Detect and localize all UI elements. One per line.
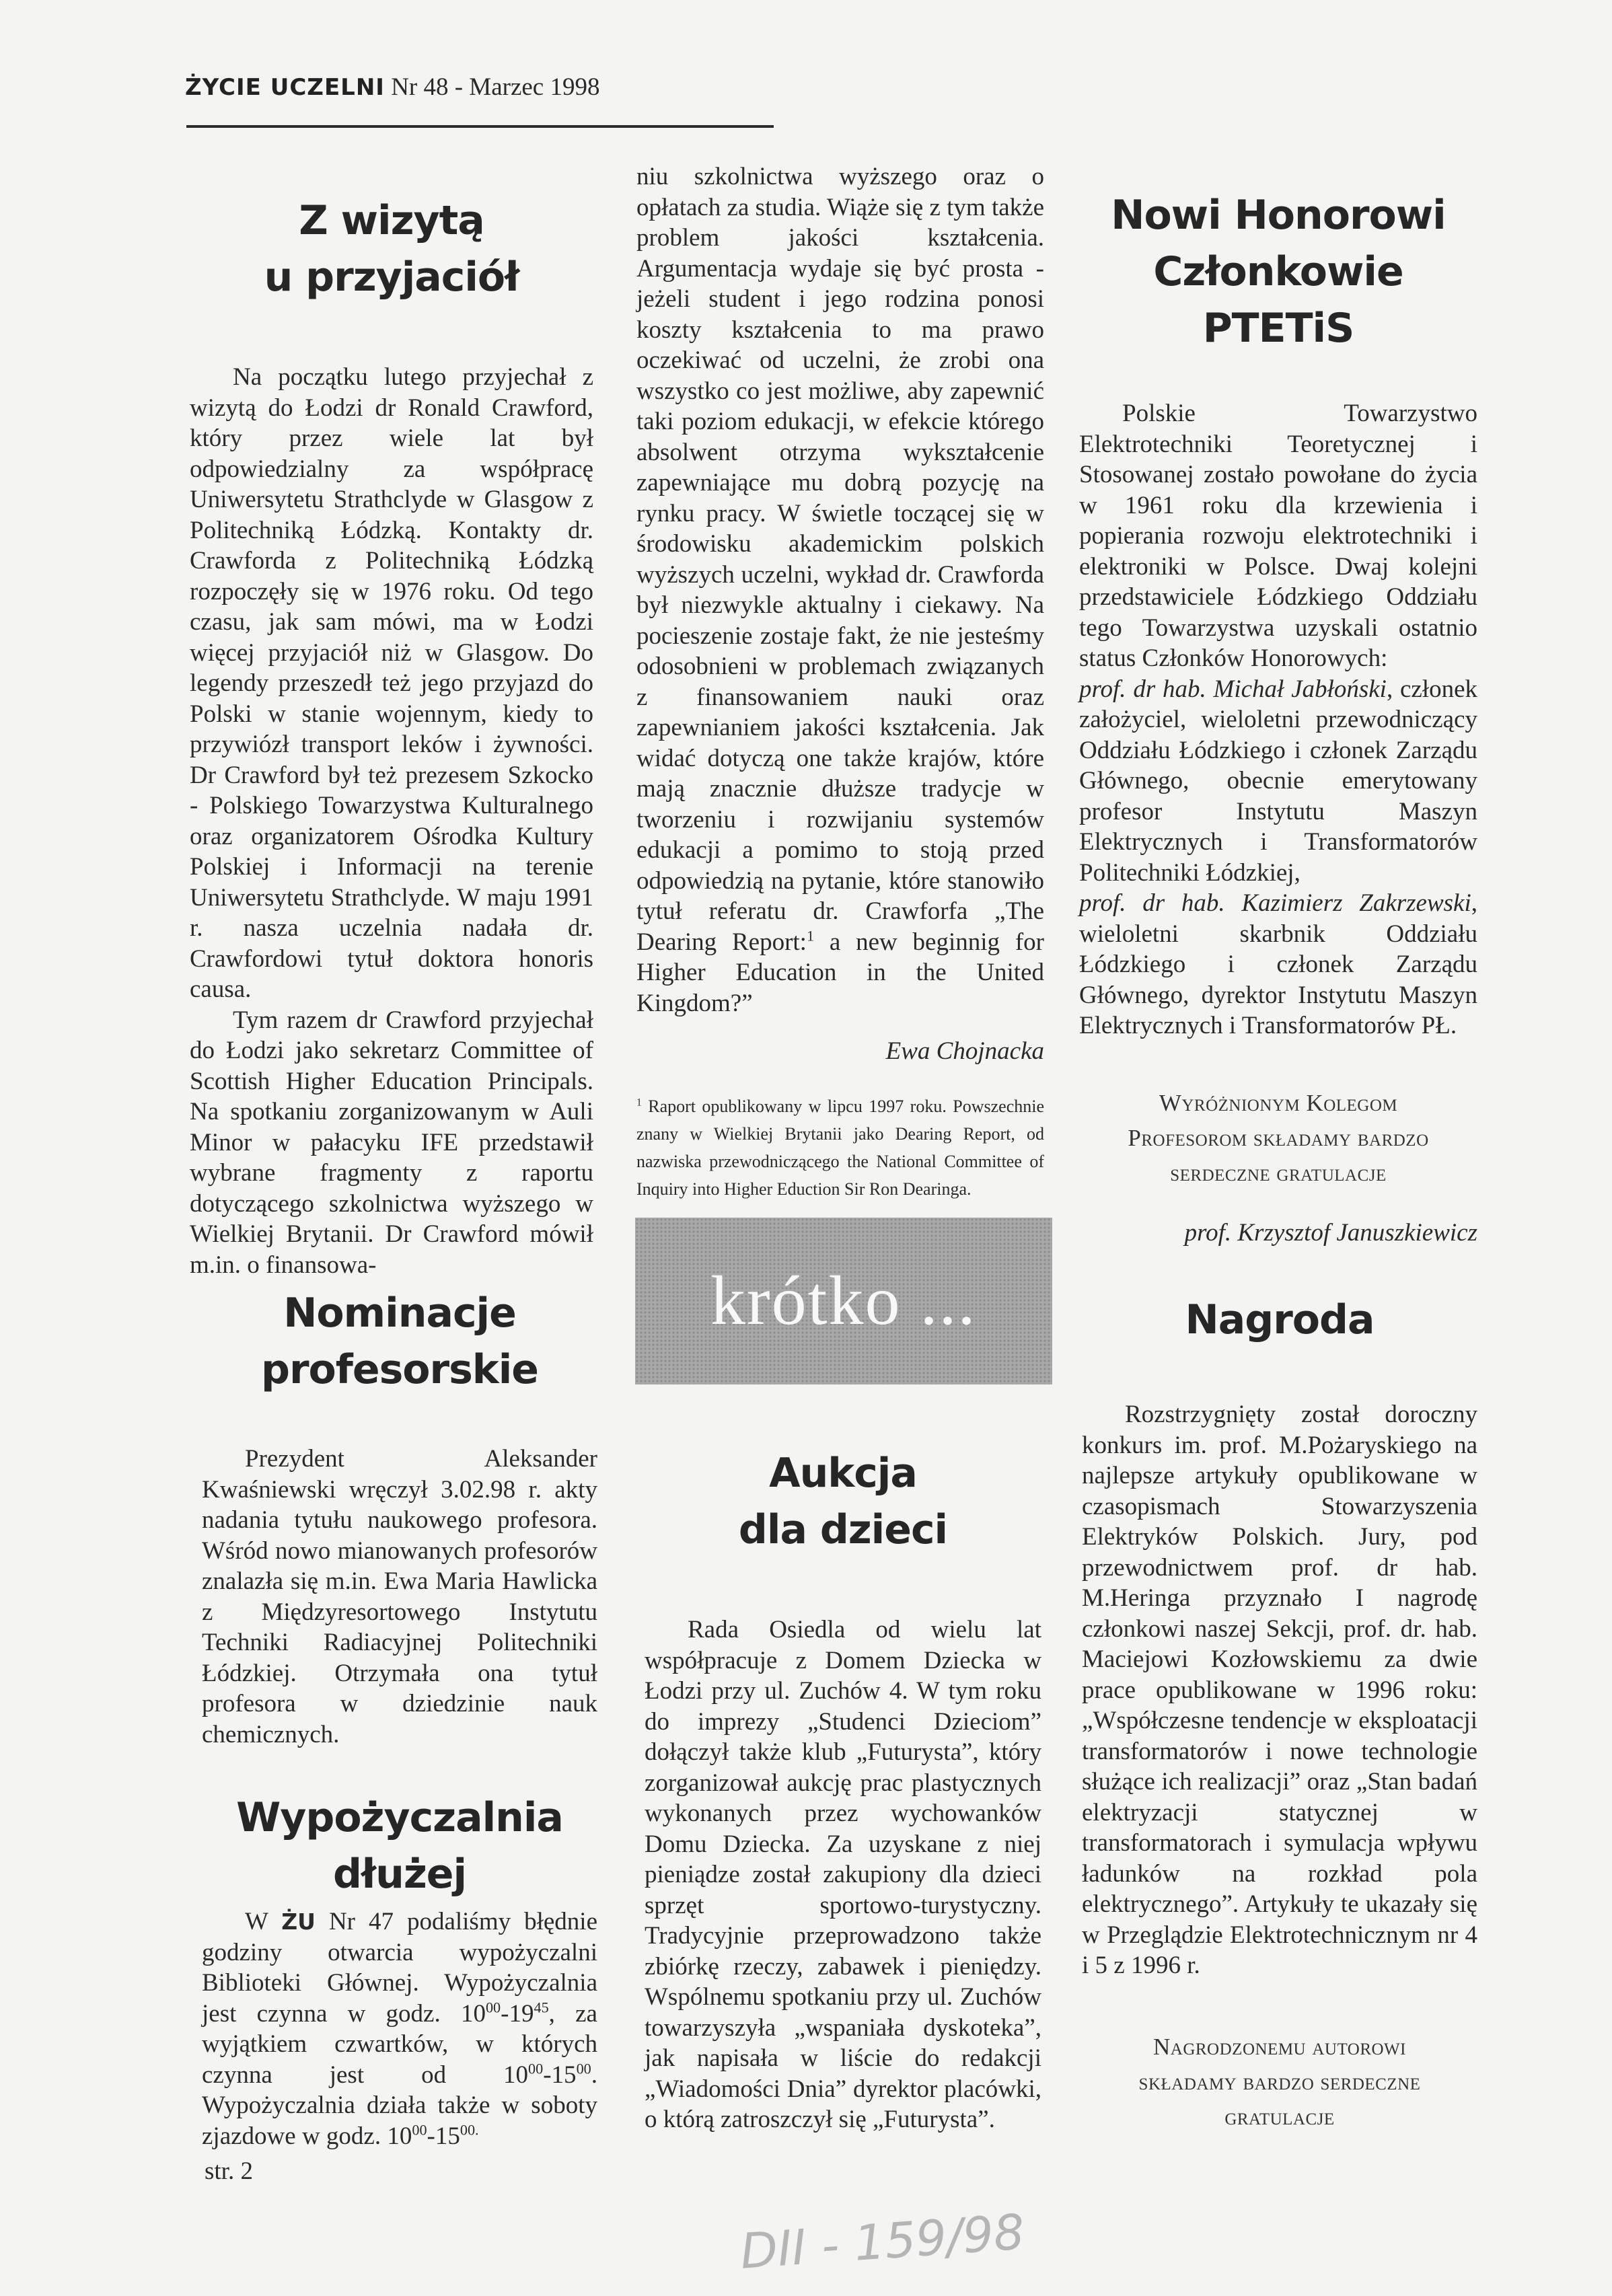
title-line: profesorskie <box>261 1346 538 1393</box>
honoree-description: , wieloletni skarbnik Oddziału Łódzkiego i członek Zarządu Głównego, dyrektor Instytutu Maszyn Elektrycznych i Transformatorów PŁ. <box>1079 889 1477 1039</box>
section-banner-krotko <box>635 1218 1052 1384</box>
time-minutes: 00 <box>576 2060 591 2077</box>
title-line: PTETiS <box>1202 305 1354 352</box>
time-minutes: 00 <box>412 2121 427 2139</box>
article-ptetis <box>1079 187 1477 1248</box>
section-banner-label: krótko ... <box>710 1262 977 1339</box>
article-paragraph: Tym razem dr Crawford przyjechał do Łodzi jako sekretarz Committee of Scottish Higher Education Principals. Na spotkaniu zorganizowanym w Auli Minor w pałacyku IFE przedstawił wybrane fragmenty z raportu dotyczącego szkolnictwa wyższego w Wielkiej Brytanii. Dr Crawford mówił m.in. o finansowa- <box>190 1006 593 1279</box>
title-line: Nowi Honorowi <box>1111 192 1446 239</box>
article-wizyta-title <box>190 192 593 305</box>
article-wizyta-col1 <box>190 192 593 1280</box>
issue-info: Nr 48 - Marzec 1998 <box>391 73 600 101</box>
article-aukcja-title <box>645 1445 1041 1558</box>
title-line: dla dzieci <box>738 1506 948 1553</box>
article-paragraph: Rada Osiedla od wielu lat współpracuje z Domem Dziecka w Łodzi przy ul. Zuchów 4. W tym roku do imprezy „Studenci Dzieciom” dołączył także klub „Futurysta”, który zorganizował aukcję prac plastycznych wykonanych przez wychowanków Domu Dziecka. Za uzyskane z niej pieniądze został zakupiony dla dzieci sprzęt sportowo-turystyczny. Tradycyjnie przeprowadzono także zbiórkę rzeczy, zabawek i pieniędzy. Wspólnemu spotkaniu przy ul. Zuchów towarzyszyła „wspaniała dyskoteka”, jak napisała w liście do redakcji „Wiadomości Dnia” dyrektor placówki, o którą zatroszczył się „Futurysta”. <box>645 1616 1041 2133</box>
honoree-entry <box>1079 888 1477 1041</box>
title-line: Wypożyczalnia <box>236 1794 563 1841</box>
masthead <box>185 73 599 102</box>
time-minutes: 00. <box>460 2121 479 2139</box>
publication-name: ŻYCIE UCZELNI <box>185 74 385 101</box>
text-run: a new beginnig for Higher Education in the United Kingdom?” <box>636 928 1044 1017</box>
honoree-name: prof. dr hab. Kazimierz Zakrzewski <box>1079 889 1471 917</box>
text-run: , za wyjątkiem czwartków, w których czynna jest od 10 <box>202 1999 597 2089</box>
title-line: Nominacje <box>283 1290 516 1337</box>
time-minutes: 45 <box>534 1999 549 2016</box>
footnote-text: Raport opublikowany w lipcu 1997 roku. Powszechnie znany w Wielkiej Brytanii jako Dearing Report, od nazwiska przewodniczącego the National Committee of Inquiry into Higher Eduction Sir Ron Dearinga. <box>636 1096 1045 1199</box>
article-wypozyczalnia <box>202 1789 597 2151</box>
title-line: Z wizytą <box>299 197 484 244</box>
title-line: Aukcja <box>769 1450 917 1497</box>
publication-abbrev: ŻU <box>281 1909 316 1935</box>
article-nagroda <box>1082 1292 1477 2135</box>
header-rule <box>186 125 774 128</box>
article-nagroda-title: Nagroda <box>1185 1296 1375 1343</box>
honoree-description: , członek założyciel, wieloletni przewodniczący Oddziału Łódzkiego i członek Zarządu Głównego, obecnie emerytowany profesor Instytutu Maszyn Elektrycznych i Transformatorów Politechniki Łódzkiej, <box>1079 675 1478 887</box>
text-run: Nr 47 podaliśmy błędnie godziny otwarcia wypożyczalni Biblioteki Głównej. Wypożyczalnia jest czynna w godz. 10 <box>202 1908 597 2028</box>
page-number: str. 2 <box>205 2157 253 2185</box>
article-paragraph: Prezydent Aleksander Kwaśniewski wręczył 3.02.98 r. akty nadania tytułu naukowego profesora. Wśród nowo mianowanych profesorów znalazła się m.in. Ewa Maria Hawlicka z Międzyresortowego Instytutu Techniki Radiacyjnej Politechniki Łódzkiej. Otrzymała ona tytuł profesora w dziedzinie nauk chemicznych. <box>202 1445 597 1748</box>
text-run: -19 <box>501 1999 534 2028</box>
text-run: niu szkolnictwa wyższego oraz o opłatach za studia. Wiąże się z tym także problem jakości kształcenia. Argumentacja wydaje się być prosta - jeżeli student i jego rodzina ponosi koszty kształcenia to ma prawo oczekiwać od uczelni, że zrobi ona wszystko co jest możliwe, aby zapewnić taki poziom edukacji, w efekcie którego absolwent otrzyma wykształcenie zapewniające mu dobrą pozycję na rynku pracy. W świetle toczącej się w środowisku akademickim polskich wyższych uczelni, wykład dr. Crawforda był niezwykle aktualny i ciekawy. Na pocieszenie zostaje fakt, że nie jesteśmy odosobnieni w problemach związanych z finansowaniem nauki oraz zapewnianiem jakości kształcenia. Jak widać dotyczą one także krajów, które mają znacznie dłuższe tradycje w tworzeniu i rozwijaniu systemów edukacji a pomimo to stoją przed odpowiedzią na pytanie, które stanowiło tytuł referatu dr. Crawforfa „The Dearing Report: <box>636 163 1045 956</box>
honoree-name: prof. dr hab. Michał Jabłoński <box>1079 675 1387 703</box>
congratulations-note: Wyróżnionym Kolegom Profesorom składamy bardzo serdeczne gratulacje <box>1128 1089 1429 1186</box>
text-run: -15 <box>543 2061 577 2089</box>
handwritten-archive-note: DII - 159/98 <box>738 2203 1027 2280</box>
congratulations-note: Nagrodzonemu autorowi składamy bardzo serdeczne gratulacje <box>1138 2033 1421 2130</box>
title-line: u przyjaciół <box>264 254 519 301</box>
article-paragraph: Rozstrzygnięty został doroczny konkurs im. prof. M.Pożaryskiego na najlepsze artykuły opublikowane w czasopismach Stowarzyszenia Elektryków Polskich. Jury, pod przewodnictwem prof. dr hab. M.Heringa przyznało I nagrodę członkowi naszej Sekcji, prof. dr. hab. Maciejowi Kozłowskiemu za dwie prace opublikowane w 1996 roku: „Współczesne tendencje w eksploatacji transformatorów i nowe technologie służące ich realizacji” oraz „Stan badań elektryzacji statycznej w transformatorach i symulacja wpływu ładunków na rozkład pola elektrycznego”. Artykuły te ukazały się w Przeglądzie Elektrotechnicznym nr 4 i 5 z 1996 r. <box>1082 1401 1477 1979</box>
title-line: dłużej <box>332 1851 467 1898</box>
time-minutes: 00 <box>485 1999 501 2016</box>
time-minutes: 00 <box>528 2060 544 2077</box>
article-aukcja <box>645 1445 1041 2135</box>
article-nominacje-title <box>202 1285 597 1398</box>
article-wizyta-col2 <box>636 161 1044 1203</box>
article-ptetis-title <box>1079 187 1477 357</box>
footnote-ref[interactable]: 1 <box>806 927 815 945</box>
footnote-mark: 1 <box>636 1096 642 1108</box>
text-run: -15 <box>427 2122 460 2150</box>
title-line: Członkowie <box>1153 248 1403 295</box>
article-nominacje <box>202 1285 597 1750</box>
article-paragraph: Polskie Towarzystwo Elektrotechniki Teoretycznej i Stosowanej zostało powołane do życia w 1961 roku dla krzewienia i popierania rozwoju elektrotechniki i elektroniki w Polsce. Dwaj kolejni przedstawiciele Łódzkiego Oddziału tego Towarzystwa uzyskali ostatnio status Członków Honorowych: <box>1079 400 1477 672</box>
article-author: Ewa Chojnacka <box>885 1037 1044 1065</box>
article-signature: prof. Krzysztof Januszkiewicz <box>1184 1218 1477 1247</box>
text-run: . Wypożyczalnia działa także w soboty zjazdowe w godz. 10 <box>202 2061 597 2150</box>
article-paragraph <box>636 161 1044 1019</box>
article-wypozyczalnia-title <box>202 1789 597 1902</box>
article-paragraph: Na początku lutego przyjechał z wizytą do Łodzi dr Ronald Crawford, który przez wiele lat był odpowiedzialny za współpracę Uniwersytetu Strathclyde w Glasgow z Politechniką Łódzką. Kontakty dr. Crawforda z Politechniką Łódzką rozpoczęły się w 1976 roku. Od tego czasu, jak sam mówi, ma w Łodzi więcej przyjaciół niż w Glasgow. Do legendy przeszedł też jego przyjazd do Polski w stanie wojennym, kiedy to przywiózł transport leków i żywności. Dr Crawford był też prezesem Szkocko - Polskiego Towarzystwa Kulturalnego oraz organizatorem Ośrodka Kultury Polskiej i Informacji na terenie Uniwersytetu Strathclyde. W maju 1991 r. nasza uczelnia nadała dr. Crawfordowi tytuł doktora honoris causa. <box>190 363 593 1003</box>
honoree-entry <box>1079 674 1477 889</box>
article-paragraph <box>202 1906 597 2151</box>
footnote <box>636 1093 1044 1203</box>
text-run: W <box>245 1908 282 1935</box>
